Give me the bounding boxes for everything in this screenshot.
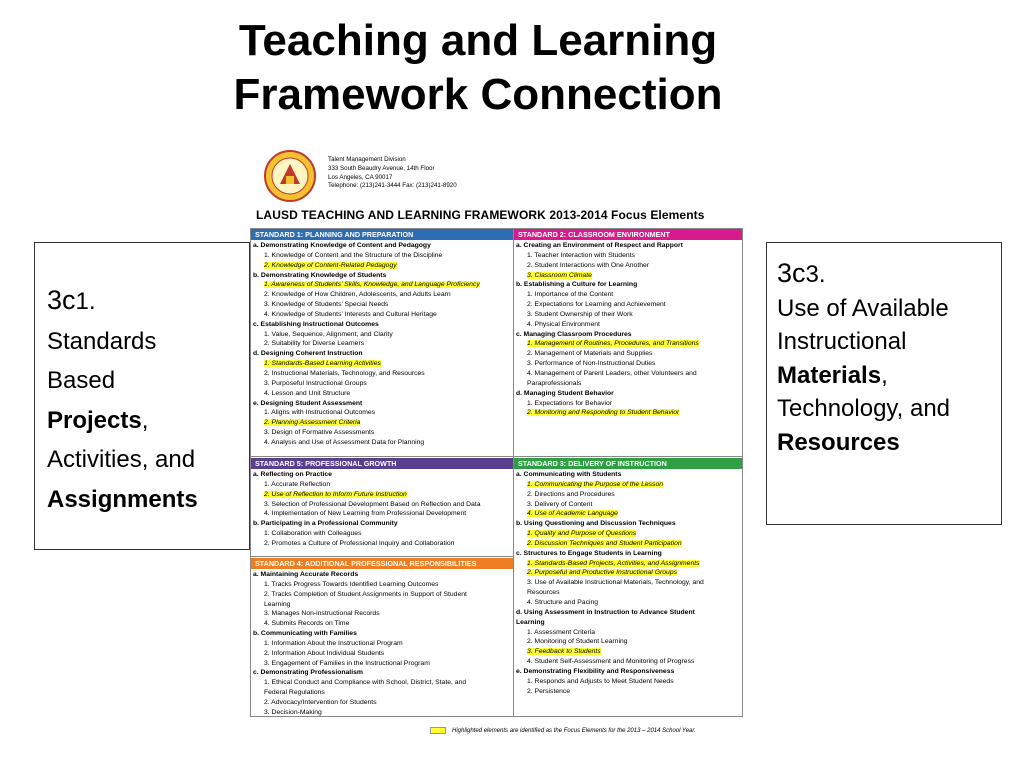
component-heading: d. Using Assessment in Instruction to Advance Student — [516, 608, 695, 616]
callout-line: Materials, — [777, 361, 888, 389]
callout-3c3 — [766, 242, 1002, 525]
component-heading: a. Maintaining Accurate Records — [253, 571, 359, 578]
element-item: 3. Decision-Making — [264, 708, 322, 716]
element-item: Resources — [527, 589, 560, 597]
element-item: 3. Student Ownership of their Work — [527, 310, 633, 318]
element-item: 4. Analysis and Use of Assessment Data for Planning — [264, 438, 425, 446]
element-item: 4. Physical Environment — [527, 320, 600, 328]
element-item: 2. Directions and Procedures — [527, 490, 615, 498]
element-item: 2. Monitoring and Responding to Student Behavior — [527, 409, 680, 417]
element-item: 2. Expectations for Learning and Achievement — [527, 301, 666, 309]
standard-elements — [251, 240, 513, 448]
callout-line: Technology, and — [777, 395, 951, 422]
component-heading: a. Demonstrating Knowledge of Content and Pedagogy — [253, 242, 431, 249]
element-item: 3. Use of Available Instructional Materials, Technology, and — [527, 579, 704, 587]
legend — [430, 727, 696, 734]
element-item: 3. Feedback to Students — [527, 648, 601, 656]
element-item: 2. Discussion Techniques and Student Participation — [527, 539, 682, 547]
standard-4-panel — [251, 558, 513, 716]
element-item: 3. Delivery of Content — [527, 500, 593, 508]
standard-elements — [514, 240, 742, 418]
address-line: Telephone: (213)241-3444 Fax: (213)241-8920 — [328, 182, 457, 190]
component-heading: b. Establishing a Culture for Learning — [516, 281, 638, 289]
lausd-seal-icon — [264, 150, 316, 202]
component-heading: Learning — [516, 618, 545, 626]
element-item: 2. Knowledge of How Children, Adolescents, and Adults Learn — [264, 291, 451, 299]
element-item: 3. Selection of Professional Development Based on Reflection and Data — [264, 500, 481, 508]
element-item: 1. Quality and Purpose of Questions — [527, 530, 637, 538]
element-item: 4. Implementation of New Learning from Professional Development — [264, 510, 467, 518]
callout-line: Based — [47, 367, 116, 394]
component-heading: a. Communicating with Students — [516, 471, 622, 478]
standard-elements — [251, 569, 513, 718]
callout-line: Resources — [777, 428, 900, 456]
component-heading: e. Designing Student Assessment — [253, 399, 363, 407]
component-heading: b. Using Questioning and Discussion Techniques — [516, 520, 676, 528]
title-line-2: Framework Connection — [233, 70, 723, 119]
callout-code: 3c3. — [777, 258, 826, 288]
element-item: 1. Expectations for Behavior — [527, 399, 613, 407]
component-heading: c. Demonstrating Professionalism — [253, 669, 363, 677]
callout-line: Assignments — [47, 485, 198, 513]
element-item: 1. Standards-Based Learning Activities — [264, 360, 381, 368]
component-heading: d. Managing Student Behavior — [516, 389, 614, 397]
element-item: 1. Collaboration with Colleagues — [264, 530, 362, 538]
element-item: 2. Monitoring of Student Learning — [527, 638, 628, 646]
element-item: 1. Ethical Conduct and Compliance with School, District, State, and — [264, 679, 467, 687]
standard-1-panel — [251, 229, 513, 457]
address-line: Los Angeles, CA 90017 — [328, 173, 393, 181]
element-item: 2. Promotes a Culture of Professional Inquiry and Collaboration — [264, 539, 455, 547]
address-block — [328, 156, 457, 191]
callout-code: 3c1. — [47, 285, 96, 315]
component-heading: c. Establishing Instructional Outcomes — [253, 320, 379, 328]
callout-line: Projects, — [47, 406, 149, 434]
callout-line: Instructional — [777, 328, 907, 355]
element-item: 3. Engagement of Families in the Instructional Program — [264, 659, 430, 667]
element-item: 1. Knowledge of Content and the Structure of the Discipline — [264, 251, 443, 259]
component-heading: d. Designing Coherent Instruction — [253, 350, 363, 358]
element-item: 2. Instructional Materials, Technology, and Resources — [264, 369, 425, 377]
element-item: 3. Purposeful Instructional Groups — [264, 379, 367, 387]
element-item: 1. Assessment Criteria — [527, 628, 595, 636]
element-item: Learning — [264, 600, 291, 608]
element-item: 3. Performance of Non-Instructional Duties — [527, 360, 656, 368]
element-item: 3. Classroom Climate — [527, 271, 592, 279]
element-item: 2. Management of Materials and Supplies — [527, 350, 653, 358]
element-item: 1. Teacher Interaction with Students — [527, 251, 635, 259]
element-item: 2. Planning Assessment Criteria — [264, 419, 361, 427]
element-item: 2. Purposeful and Productive Instructional Groups — [527, 569, 677, 577]
element-item: 1. Aligns with Instructional Outcomes — [264, 409, 376, 417]
callout-line: Activities, and — [47, 446, 196, 473]
element-item: 4. Knowledge of Students’ Interests and Cultural Heritage — [264, 310, 437, 318]
element-item: 1. Standards-Based Projects, Activities, and Assignments — [527, 559, 700, 567]
title-line-1: Teaching and Learning — [238, 16, 718, 65]
element-item: 4. Student Self-Assessment and Monitoring of Progress — [527, 658, 695, 666]
element-item: 2. Knowledge of Content-Related Pedagogy — [264, 261, 397, 269]
element-item: 2. Student Interactions with One Another — [527, 261, 650, 269]
element-item: 1. Management of Routines, Procedures, and Transitions — [527, 340, 699, 348]
standard-header: STANDARD 4: ADDITIONAL PROFESSIONAL RESPONSIBILITIES — [251, 558, 513, 569]
framework-document — [250, 150, 743, 740]
standard-header: STANDARD 1: PLANNING AND PREPARATION — [251, 229, 513, 240]
standard-elements — [251, 469, 513, 549]
element-item: 4. Management of Parent Leaders, other Volunteers and — [527, 369, 697, 377]
element-item: 1. Accurate Reflection — [264, 480, 331, 488]
component-heading: a. Creating an Environment of Respect and Rapport — [516, 242, 683, 249]
element-item: 1. Tracks Progress Towards Identified Learning Outcomes — [264, 580, 439, 588]
component-heading: b. Demonstrating Knowledge of Students — [253, 271, 387, 279]
element-item: 1. Awareness of Students’ Skills, Knowledge, and Language Proficiency — [264, 281, 480, 289]
element-item: 1. Value, Sequence, Alignment, and Clarity — [264, 330, 393, 338]
element-item: 4. Structure and Pacing — [527, 598, 599, 606]
component-heading: c. Managing Classroom Procedures — [516, 330, 632, 338]
component-heading: b. Participating in a Professional Community — [253, 520, 398, 528]
element-item: 1. Information About the Instructional Program — [264, 639, 403, 647]
element-item: Paraprofessionals — [527, 379, 582, 387]
component-heading: e. Demonstrating Flexibility and Responsiveness — [516, 667, 675, 675]
element-item: 2. Tracks Completion of Student Assignments in Support of Student — [264, 590, 467, 598]
element-item: 3. Manages Non-instructional Records — [264, 610, 380, 618]
standard-header: STANDARD 2: CLASSROOM ENVIRONMENT — [514, 229, 742, 240]
component-heading: c. Structures to Engage Students in Learning — [516, 549, 662, 557]
standards-grid — [250, 228, 743, 717]
standard-header: STANDARD 3: DELIVERY OF INSTRUCTION — [514, 458, 742, 469]
legend-text: Highlighted elements are identified as the Focus Elements for the 2013 – 2014 School Year. — [452, 728, 696, 735]
element-item: 1. Communicating the Purpose of the Lesson — [527, 480, 664, 488]
highlight-swatch — [430, 727, 446, 734]
address-line: Talent Management Division — [328, 156, 406, 163]
component-heading: b. Communicating with Families — [253, 630, 357, 638]
element-item: 4. Use of Academic Language — [527, 510, 618, 518]
standard-header: STANDARD 5: PROFESSIONAL GROWTH — [251, 458, 513, 469]
document-header — [256, 150, 736, 206]
standard-elements — [514, 469, 742, 696]
component-heading: a. Reflecting on Practice — [253, 471, 332, 478]
element-item: 2. Information About Individual Students — [264, 649, 385, 657]
element-item: 2. Suitability for Diverse Learners — [264, 340, 365, 348]
element-item: 2. Advocacy/Intervention for Students — [264, 698, 377, 706]
element-item: 2. Persistence — [527, 687, 571, 695]
element-item: 1. Importance of the Content — [527, 291, 614, 299]
element-item: 3. Design of Formative Assessments — [264, 429, 375, 437]
document-title: LAUSD TEACHING AND LEARNING FRAMEWORK 2013-2014 Focus Elements — [256, 208, 705, 222]
standard-2-panel — [514, 229, 742, 457]
element-item: 2. Use of Reflection to Inform Future Instruction — [264, 490, 407, 498]
callout-line: Standards — [47, 327, 157, 355]
element-item: 3. Knowledge of Students’ Special Needs — [264, 301, 389, 309]
element-item: Federal Regulations — [264, 689, 325, 697]
element-item: 4. Lesson and Unit Structure — [264, 389, 351, 397]
callout-3c1 — [34, 242, 250, 550]
callout-line: Use of Available — [777, 294, 949, 322]
slide-title — [150, 14, 806, 122]
element-item: 1. Responds and Adjusts to Meet Student Needs — [527, 677, 674, 685]
element-item: 4. Submits Records on Time — [264, 620, 350, 628]
standard-5-panel — [251, 458, 513, 557]
standard-3-panel — [514, 458, 742, 716]
address-line: 333 South Beaudry Avenue, 14th Floor — [328, 164, 435, 172]
